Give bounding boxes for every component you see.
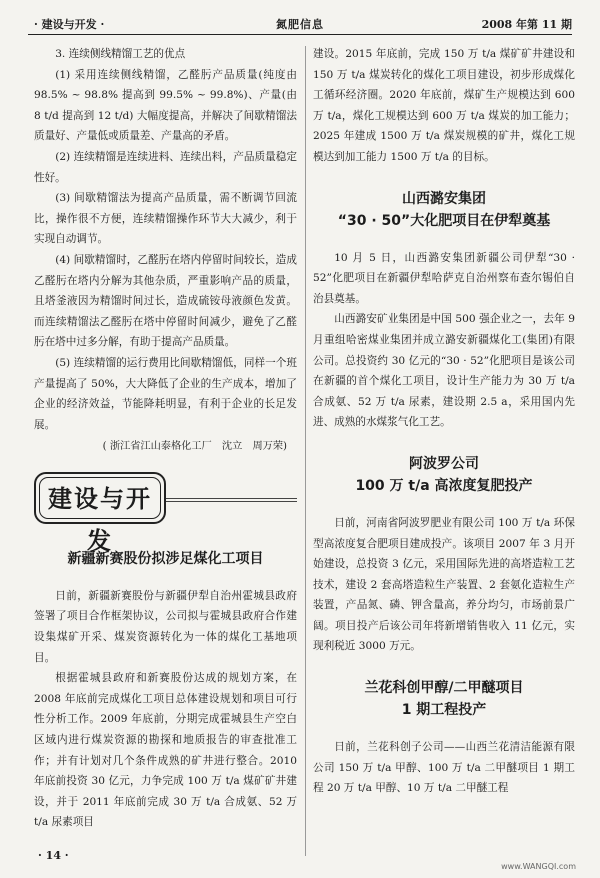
article1-para-5: (5) 连续精馏的运行费用比间歇精馏低，同样一个班产量提高了 50%，大大降低了企业的生产成本，增加了企业的经济效益，节能降耗明显，有利于企业的长足发展。 (34, 356, 297, 431)
article5-title-line1: 兰花科创甲醇/二甲醚项目 (364, 680, 524, 697)
article3-title-line2: “30 · 50”大化肥项目在伊犁奠基 (337, 212, 551, 229)
article5-para-1: 日前，兰花科创子公司——山西兰花清洁能源有限公司 150 万 t/a 甲醇、100 万 t/a 二甲醚项目 1 期工程 20 万 t/a 甲醇、10 万 t/a 二甲醚工程 (313, 741, 575, 795)
section-banner (34, 470, 297, 555)
left-column (34, 44, 297, 833)
header-issue: 2008 年第 11 期 (481, 18, 572, 31)
header-section: · 建设与开发 · (34, 18, 105, 31)
article4-title-line1: 阿波罗公司 (409, 455, 479, 472)
page-number: · 14 · (38, 849, 69, 862)
article4-para-1: 日前，河南省阿波罗肥业有限公司 100 万 t/a 环保型高浓度复合肥项目建成投产。该项目 2007 年 3 月开始建设，总投资 3 亿元，采用国际先进的高塔造粒工艺技术，建设 2 套高塔造粒生产装置、2 套氨化造粒生产装置，产品氮、磷、钾含量高，养分均匀，市场前景广阔。项目投产后该公司年将新增销售收入 11 亿元，实现利税近 3000 万元。 (313, 516, 575, 653)
article3-title-line1: 山西潞安集团 (402, 190, 486, 207)
article1-para-4: (4) 间歇精馏时，乙醛肟在塔内停留时间较长，造成乙醛肟在塔内分解为其他杂质，严重影响产品的质量，且塔釜液因为精馏时间过长，造成硫铵母液颜色发黄。而连续精馏法乙醛肟在塔中停留时间减少，避免了乙醛肟在塔中过多分解，有助于提高产品质量。 (34, 253, 297, 349)
article2-para-2: 根据霍城县政府和新赛股份达成的规划方案，在 2008 年底前完成煤化工项目总体建设规划和项目可行性分析工作。2009 年底前，分期完成霍城县生产空白区域内进行煤炭资源的勘探和地质报告的审查批准工作；并有计划对几个条件成熟的矿井进行整合。2010 年底前投资 30 亿元，力争完成 100 万 t/a 煤矿矿井建设，并于 2011 年底前完成 30 万 t/a 合成氨、52 万 t/a 尿素项目 (34, 672, 297, 829)
article1-subhead: 3. 连续侧线精馏工艺的优点 (55, 48, 186, 60)
running-header (28, 8, 572, 36)
header-journal: 氮肥信息 (276, 18, 324, 31)
article1-para-1: (1) 采用连续侧线精馏，乙醛肟产品质量(纯度由 98.5% ~ 98.8% 提高到 99.5% ~ 99.8%)、产量(由 8 t/d 提高到 12 t/d) 大幅度提高，并解决了间歇精馏法质量好、产量低或质量差、产量高的矛盾。 (34, 68, 297, 143)
right-column (313, 44, 575, 799)
article2-continuation: 建设。2015 年底前，完成 150 万 t/a 煤矿矿井建设和 150 万 t/a 煤炭转化的煤化工项目建设，初步形成煤化工循环经济圈。2020 年底前，煤矿生产规模达到 600 万 t/a，煤化工规模达到 600 万 t/a 煤炭的加工能力；2025 年建成 1500 万 t/a 煤炭规模的矿井，煤化工规模达到加工能力 1500 万 t/a 的目标。 (313, 48, 575, 163)
article1-para-2: (2) 连续精馏是连续进料、连续出料，产品质量稳定性好。 (34, 150, 297, 184)
column-divider (305, 46, 306, 856)
article5-title-line2: 1 期工程投产 (401, 702, 487, 719)
header-rule (28, 34, 572, 35)
article1-para-3: (3) 间歇精馏法为提高产品质量，需不断调节回流比，操作很不方便，连续精馏操作环节大大减少，利于实现自动调节。 (34, 192, 297, 246)
watermark-url: www.WANGQI.com (501, 862, 576, 871)
banner-text: 建设与开发 (39, 477, 161, 519)
article4-title-line2: 100 万 t/a 高浓度复肥投产 (355, 477, 533, 494)
article2-para-1: 日前，新疆新赛股份与新疆伊犁自治州霍城县政府签署了项目合作框架协议，公司拟与霍城县政府合作建设集煤矿开采、煤炭资源转化为一体的煤化工基地项目。 (34, 589, 297, 664)
article1-byline: ( 浙江省江山泰格化工厂 沈立 周万荣) (102, 441, 287, 453)
article2-title: 新疆新赛股份拟涉足煤化工项目 (67, 550, 264, 567)
article3-para-2: 山西潞安矿业集团是中国 500 强企业之一，去年 9 月重组哈密煤业集团并成立潞安新疆煤化工(集团)有限公司。总投资约 30 亿元的“30 · 52”化肥项目是该公司在新疆的首个煤化工项目，设计生产能力为 30 万 t/a 合成氨、52 万 t/a 尿素，建设期 2.5 a，采用国内先进、成熟的水煤浆气化工艺。 (313, 313, 575, 429)
article3-para-1: 10 月 5 日，山西潞安集团新疆公司伊犁“30 · 52”化肥项目在新疆伊犁哈萨克自治州察布查尔锡伯自治县奠基。 (313, 251, 575, 305)
banner-frame (34, 472, 166, 555)
